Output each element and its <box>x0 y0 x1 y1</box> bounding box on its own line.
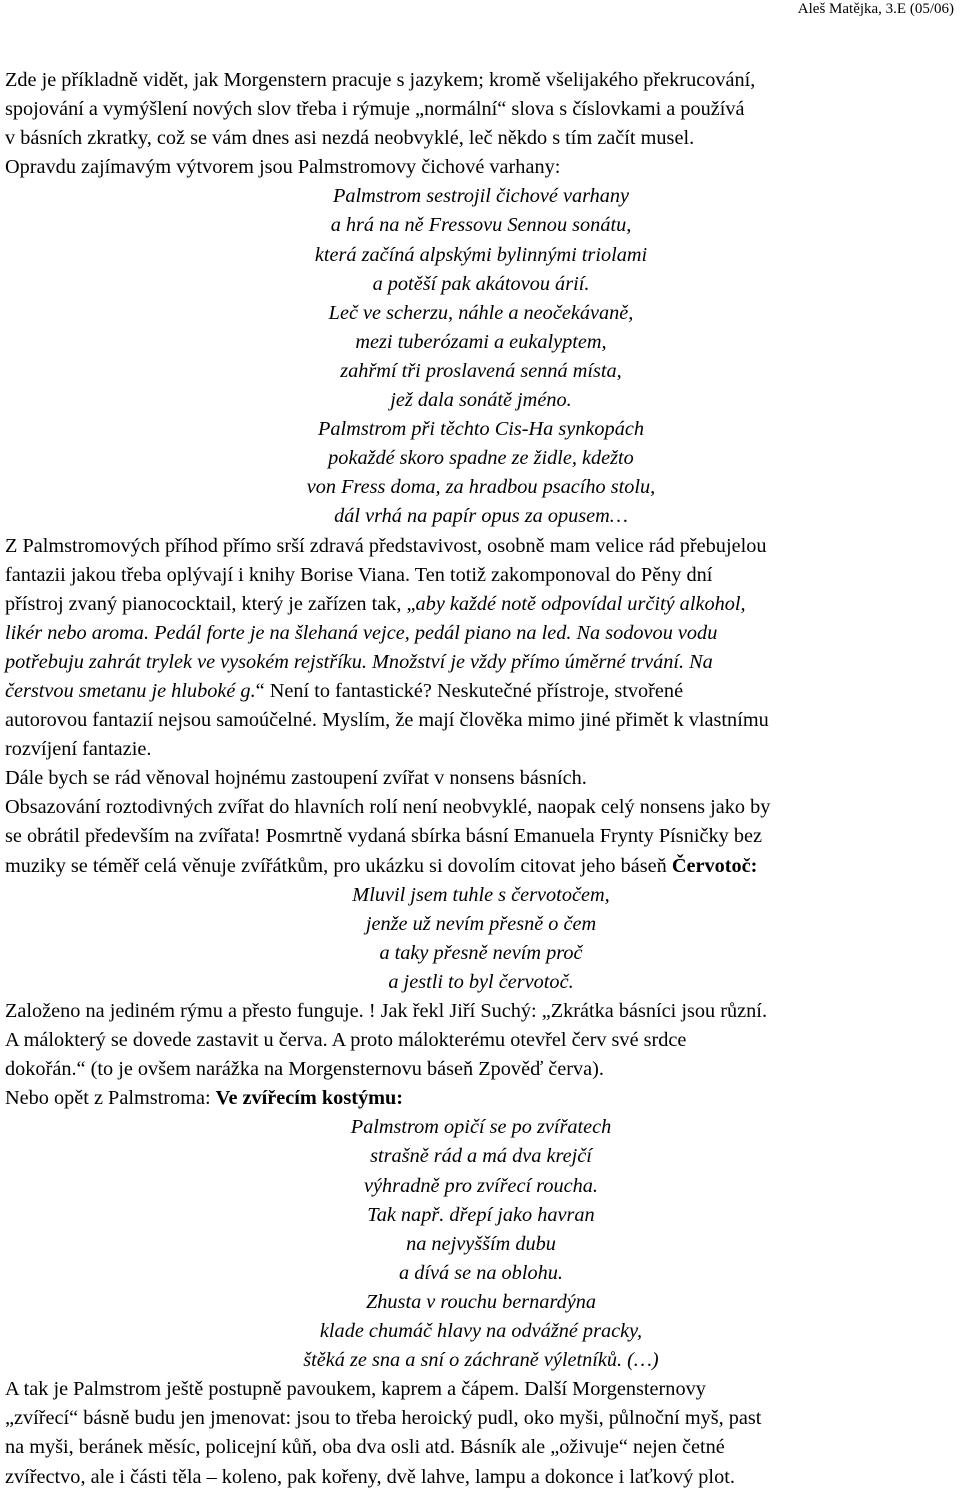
poem-title: Ve zvířecím kostýmu: <box>215 1087 404 1110</box>
text-line: se obrátil především na zvířata! Posmrtně vydaná sbírka básní Emanuela Frynty Písničky bez <box>5 825 762 848</box>
text-line: dokořán.“ (to je ovšem narážka na Morgensternovu báseň Zpověď červa). <box>5 1058 604 1081</box>
quote-span: čerstvou smetanu je hluboké g. <box>5 679 256 702</box>
poem-line: a taky přesně nevím proč <box>379 941 583 964</box>
text-line: Založeno na jediném rýmu a přesto funguje. ! Jak řekl Jiří Suchý: „Zkrátka básníci jsou různí. <box>5 1000 768 1022</box>
text-span: muziky se téměř celá věnuje zvířátkům, pro ukázku si dovolím citovat jeho báseň <box>5 854 672 877</box>
text-span: Nebo opět z Palmstroma: <box>5 1087 216 1110</box>
poem-line: Tak např. dřepí jako havran <box>367 1203 595 1226</box>
poem-line: jenže už nevím přesně o čem <box>365 912 597 935</box>
poem-line: strašně rád a má dva krejčí <box>370 1145 592 1168</box>
text-line: Opravdu zajímavým výtvorem jsou Palmstromovy čichové varhany: <box>5 156 561 179</box>
poem-line: Mluvil jsem tuhle s červotočem, <box>352 883 610 906</box>
text-line <box>5 590 957 619</box>
text-line: „zvířecí“ básně budu jen jmenovat: jsou to třeba heroický pudl, oko myši, půlnoční myš, past <box>5 1407 762 1430</box>
poem-line: jež dala sonátě jméno. <box>390 389 572 412</box>
text-line: Obsazování roztodivných zvířat do hlavních rolí není neobvyklé, naopak celý nonsens jako by <box>5 796 771 819</box>
poem-line: štěká ze sna a sní o záchraně výletníků. (…) <box>303 1349 659 1372</box>
poem-line: a jestli to byl červotoč. <box>388 970 574 993</box>
poem-line: a dívá se na oblohu. <box>399 1261 563 1284</box>
poem-line: a potěší pak akátovou árií. <box>372 272 590 295</box>
text-line: fantazii jakou třeba oplývají i knihy Borise Viana. Ten totiž zakomponoval do Pěny dní <box>5 563 713 586</box>
text-line: Dále bych se rád věnoval hojnému zastoupení zvířat v nonsens básních. <box>5 767 587 790</box>
quote-line: potřebuju zahrát trylek ve vysokém rejstříku. Množství je vždy přímo úměrné trvání. Na <box>5 650 713 673</box>
poem-line: Zhusta v rouchu bernardýna <box>365 1290 597 1313</box>
poem-line: Leč ve scherzu, náhle a neočekávaně, <box>328 301 634 324</box>
poem-line: která začíná alpskými bylinnými triolami <box>314 243 648 266</box>
poem-line: mezi tuberózami a eukalyptem, <box>355 330 607 353</box>
text-line: zvířectvo, ale i části těla – koleno, pak kořeny, dvě lahve, lampu a dokonce i laťkový plot. <box>5 1465 735 1488</box>
text-line <box>5 677 957 706</box>
text-line: Zde je příkladně vidět, jak Morgenstern pracuje s jazykem; kromě všelijakého překrucování, <box>5 69 756 91</box>
text-line: Z Palmstromových příhod přímo srší zdravá představivost, osobně mam velice rád přebujelou <box>5 534 767 557</box>
poem-line: klade chumáč hlavy na odvážné pracky, <box>319 1320 643 1343</box>
poem-line: na nejvyšším dubu <box>406 1232 556 1255</box>
text-line <box>5 1084 957 1113</box>
poem-line: Palmstrom sestrojil čichové varhany <box>332 185 630 208</box>
poem-line: výhradně pro zvířecí roucha. <box>364 1174 598 1197</box>
document-body <box>5 66 957 1492</box>
text-line: spojování a vymýšlení nových slov třeba i rýmuje „normální“ slova s číslovkami a používá <box>5 98 745 121</box>
page-header: Aleš Matějka, 3.E (05/06) <box>797 1 954 17</box>
poem-line: pokaždé skoro spadne ze židle, kdežto <box>328 447 634 470</box>
text-line: autorovou fantazií nejsou samoúčelné. Myslím, že mají člověka mimo jiné přimět k vlastnímu <box>5 709 769 732</box>
text-line: rozvíjení fantazie. <box>5 738 152 761</box>
poem-title: Červotoč: <box>671 854 758 877</box>
text-span: “ Není to fantastické? Neskutečné přístroje, stvořené <box>255 679 684 702</box>
text-line: A tak je Palmstrom ještě postupně pavoukem, kaprem a čápem. Další Morgensternovy <box>5 1378 706 1401</box>
poem-line: Palmstrom opičí se po zvířatech <box>350 1116 612 1139</box>
quote-line: likér nebo aroma. Pedál forte je na šlehaná vejce, pedál piano na led. Na sodovou vodu <box>5 621 718 644</box>
quote-span: aby každé notě odpovídal určitý alkohol, <box>415 592 746 615</box>
poem-line: zahřmí tři proslavená senná místa, <box>340 359 622 382</box>
text-line: na myši, beránek měsíc, policejní kůň, oba dva osli atd. Básník ale „oživuje“ nejen četné <box>5 1436 725 1459</box>
poem-line: a hrá na ně Fressovu Sennou sonátu, <box>330 214 632 237</box>
text-line: A málokterý se dovede zastavit u červa. A proto málokterému otevřel červ své srdce <box>5 1029 687 1052</box>
text-span: přístroj zvaný pianococktail, který je zařízen tak, „ <box>5 592 416 615</box>
text-line <box>5 852 957 881</box>
poem-line: von Fress doma, za hradbou psacího stolu, <box>306 476 656 499</box>
poem-line: Palmstrom při těchto Cis-Ha synkopách <box>318 418 644 441</box>
text-line: v básních zkratky, což se vám dnes asi nezdá neobvyklé, leč někdo s tím začít musel. <box>5 127 695 150</box>
poem-line: dál vrhá na papír opus za opusem… <box>334 505 628 528</box>
